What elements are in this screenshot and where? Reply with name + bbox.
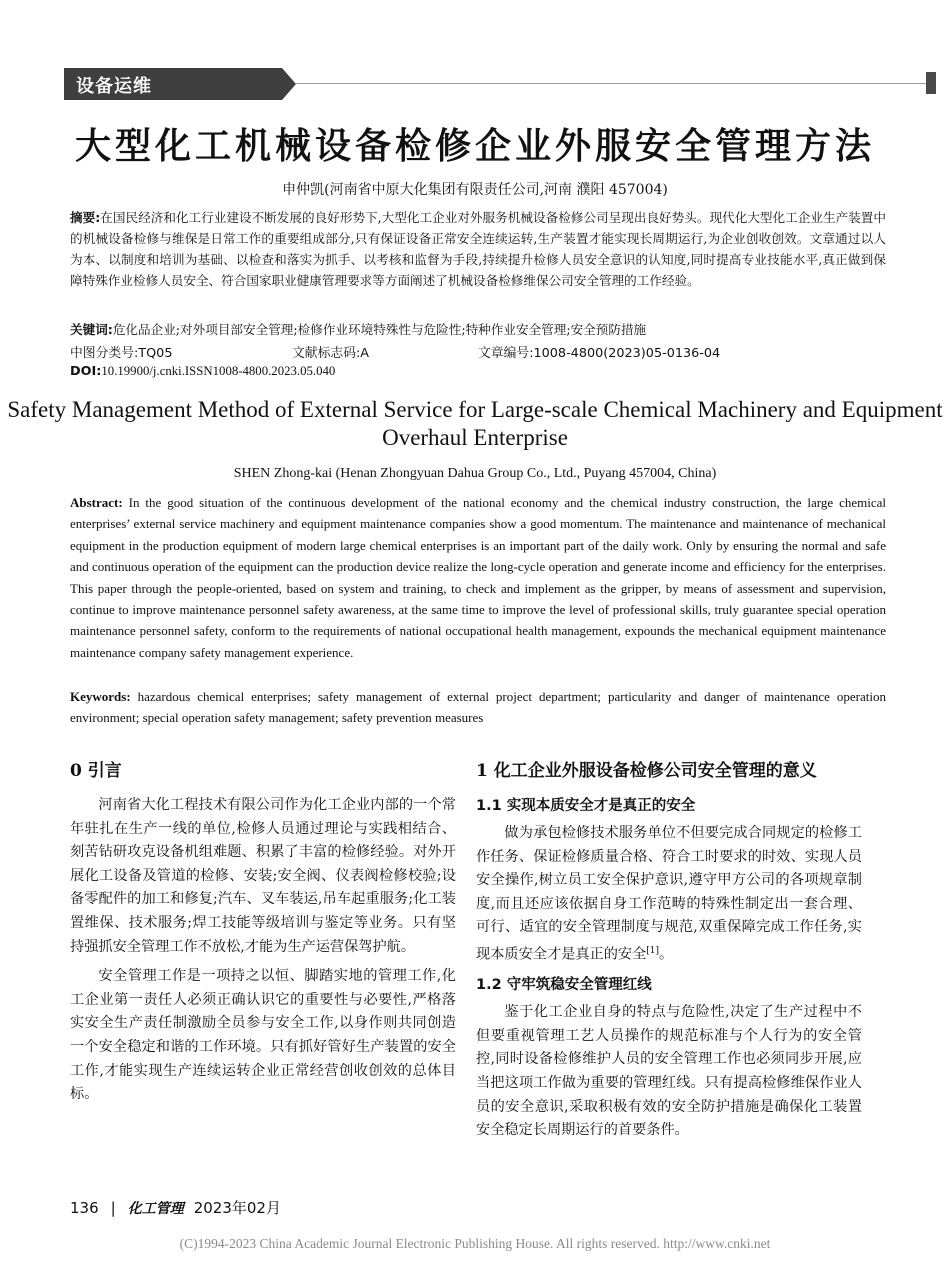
page-footer	[70, 1197, 281, 1218]
abstract-cn	[70, 207, 886, 291]
section-tag	[64, 68, 296, 100]
header-right-bar	[926, 72, 936, 94]
keywords-en-text: hazardous chemical enterprises; safety management of external project department; particularity and danger of maintenance operation environment; special operation safety management; safety prevention measures	[70, 689, 886, 726]
clc-code: 中图分类号:TQ05	[70, 346, 173, 361]
citation-ref: [1]	[646, 945, 660, 956]
subsection-1-1-title: 1.1 实现本质安全才是真正的安全	[476, 798, 696, 814]
abstract-en-label: Abstract:	[70, 495, 123, 510]
doi-value: 10.19900/j.cnki.ISSN1008-4800.2023.05.040	[101, 364, 336, 378]
body-right-column	[476, 758, 862, 1149]
subsection-1-1-text: 做为承包检修技术服务单位不但要完成合同规定的检修工作任务、保证检修质量合格、符合工时要求的时效、实现人员安全操作,树立员工安全保护意识,遵守甲方公司的各项规章制度,而且还应该依据自身工作范畴的特殊性制定出一套合理、可行、适宜的安全管理制度与规范,双重保障完成工作任务,实现本质安全才是真正的安全	[476, 825, 862, 963]
abstract-en	[70, 492, 886, 663]
keywords-cn-text: 危化品企业;对外项目部安全管理;检修作业环境特殊性与危险性;特种作业安全管理;安全预防措施	[112, 322, 647, 337]
keywords-en	[70, 686, 886, 729]
subsection-1-1-paragraph	[476, 822, 862, 967]
issue-date: 2023年02月	[193, 1199, 281, 1217]
keywords-cn-label: 关键词:	[70, 322, 113, 337]
abstract-en-text: In the good situation of the continuous development of the national economy and the chemical industry construction, the large chemical enterprises’ external service machinery and equipment maintenance companies show a good momentum. The maintenance and maintenance of mechanical equipment in the production equipment of modern large chemical enterprises is an important part of the daily work. Only by ensuring the normal and safe and continuous operation of the equipment can the production device realize the long-cycle operation and generate income and efficiency for the enterprises. This paper through the people-oriented, based on system and training, to check and implement as the gripper, by means of assessment and supervision, continue to improve maintenance personnel safety awareness, at the same time to improve the level of professional skills, truly guarantee special operation maintenance personnel safety, conform to the requirements of national occupational health management, expounds the mechanical equipment maintenance maintenance company safety management experience.	[70, 495, 886, 660]
page-number: 136	[70, 1199, 99, 1217]
header-rule	[296, 83, 936, 84]
document-code: 文献标志码:A	[292, 346, 370, 361]
section-0-paragraph-2: 安全管理工作是一项持之以恒、脚踏实地的管理工作,化工企业第一责任人必须正确认识它的重要性与必要性,严格落实安全生产责任制激励全员参与安全工作,以身作则共同创造一个安全稳定和谐的工作环境。只有抓好管好生产装置的安全工作,才能实现生产连续运转企业正常经营创收创效的总体目标。	[70, 968, 456, 1103]
author-cn: 申仲凯(河南省中原大化集团有限责任公司,河南 濮阳 457004)	[282, 182, 668, 198]
subsection-1-2-paragraph: 鉴于化工企业自身的特点与危险性,决定了生产过程中不但要重视管理工艺人员操作的规范标准与个人行为的安全管控,同时设备检修维护人员的安全管理工作也必须同步开展,应当把这项工作做为重要的管理红线。只有提高检修维保作业人员的安全意识,采取积极有效的安全防护措施是确保化工装置安全稳定长周期运行的首要条件。	[476, 1004, 862, 1139]
doi-label: DOI:	[70, 364, 102, 379]
subsection-1-1-end: 。	[659, 946, 674, 963]
keywords-en-label: Keywords:	[70, 689, 131, 704]
keywords-cn	[70, 319, 886, 340]
title-en: Safety Management Method of External Service for Large-scale Chemical Machinery and Equipment Overhaul Enterprise	[7, 397, 943, 450]
footer-separator: |	[110, 1199, 116, 1217]
body-left-column	[70, 758, 456, 1113]
abstract-cn-label: 摘要:	[70, 210, 101, 225]
section-1-title: 1 化工企业外服设备检修公司安全管理的意义	[476, 761, 817, 781]
doi	[70, 364, 335, 379]
abstract-cn-text: 在国民经济和化工行业建设不断发展的良好形势下,大型化工企业对外服务机械设备检修公司呈现出良好势头。现代化大型化工企业生产装置中的机械设备检修与维保是日常工作的重要组成部分,只有保证设备正常安全连续运转,生产装置才能实现长周期运行,为企业创收创效。文章通过以人为本、以制度和培训为基础、以检查和落实为抓手、以考核和监督为手段,持续提升检修人员安全意识的认知度,同时提高专业技能水平,真正做到保障特殊作业检修人员安全、符合国家职业健康管理要求等方面阐述了机械设备检修维保公司安全管理的工作经验。	[70, 210, 886, 288]
subsection-1-2-title: 1.2 守牢筑稳安全管理红线	[476, 977, 652, 994]
article-number: 文章编号:1008-4800(2023)05-0136-04	[478, 346, 721, 361]
journal-name: 化工管理	[127, 1201, 184, 1217]
section-tag-label: 设备运维	[76, 76, 152, 97]
author-en: SHEN Zhong-kai (Henan Zhongyuan Dahua Group Co., Ltd., Puyang 457004, China)	[233, 466, 717, 481]
title-cn: 大型化工机械设备检修企业外服安全管理方法	[74, 126, 875, 167]
section-0-paragraph-1: 河南省大化工程技术有限公司作为化工企业内部的一个常年驻扎在生产一线的单位,检修人员通过理论与实践相结合、刻苦钻研攻克设备机组难题、积累了丰富的检修经验。对外开展化工设备及管道的检修、安装;安全阀、仪表阀检修校验;设备零配件的加工和修复;汽车、叉车装运,吊车起重服务;化工装置维保、技术服务;焊工技能等级培训与鉴定等业务。只有坚持强抓安全管理工作不放松,才能为生产运营保驾护航。	[70, 797, 456, 955]
section-0-title: 0 引言	[70, 761, 122, 781]
copyright-notice: (C)1994-2023 China Academic Journal Electronic Publishing House. All rights reserved. http://www.cnki.net	[179, 1236, 771, 1251]
